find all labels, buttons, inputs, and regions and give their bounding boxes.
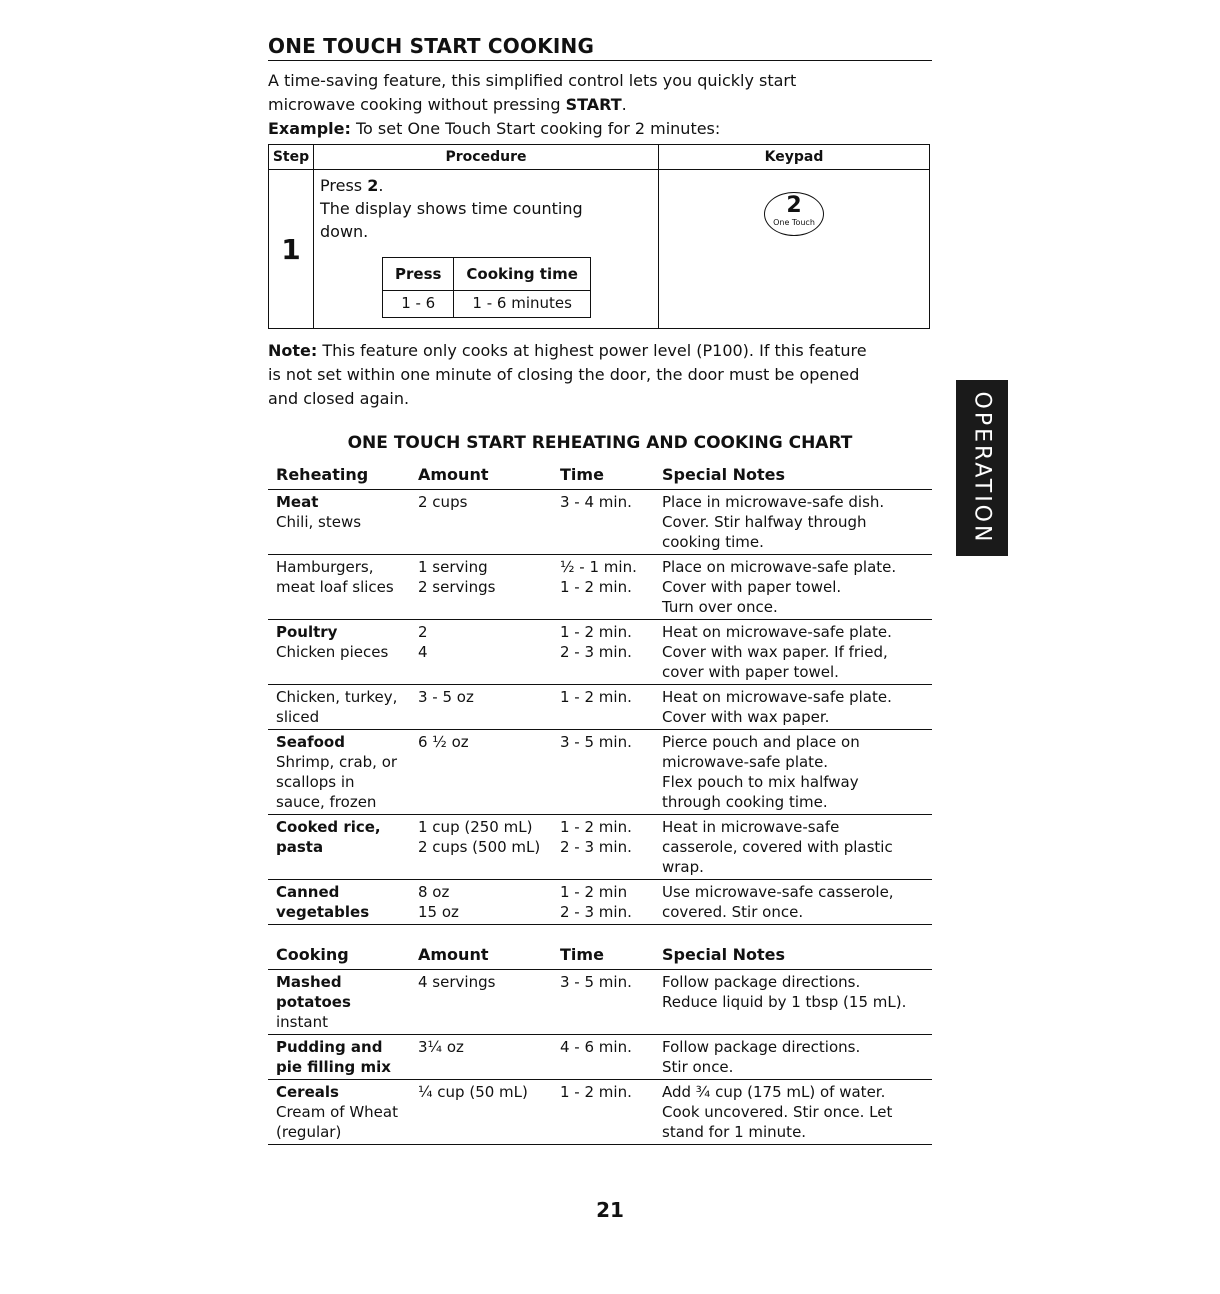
- notes-cell: [662, 555, 932, 620]
- food-item: Cream of Wheat: [276, 1103, 398, 1121]
- time-line: 4 - 6 min.: [560, 1038, 632, 1056]
- notes-line: cover with paper towel.: [662, 663, 839, 681]
- notes-line: Reduce liquid by 1 tbsp (15 mL).: [662, 993, 907, 1011]
- food-category: Meat: [276, 493, 319, 511]
- notes-line: Heat on microwave-safe plate.: [662, 623, 892, 641]
- press-col-header: Press: [383, 258, 454, 291]
- notes-line: Flex pouch to mix halfway: [662, 773, 859, 791]
- food-cell: [268, 815, 418, 880]
- procedure-header: Procedure: [314, 145, 659, 170]
- time-cell: [560, 555, 662, 620]
- amount-cell: [418, 880, 560, 925]
- time-cell: [560, 1035, 662, 1080]
- food-item: sliced: [276, 708, 320, 726]
- time-cell: [560, 815, 662, 880]
- reheating-chart: [268, 461, 932, 1145]
- table-row: [268, 970, 932, 1035]
- proc-press: Press: [320, 176, 368, 195]
- food-category: pasta: [276, 838, 324, 856]
- food-category: Canned: [276, 883, 340, 901]
- time-line: 1 - 2 min.: [560, 578, 632, 596]
- food-item: meat loaf slices: [276, 578, 394, 596]
- time-line: 3 - 4 min.: [560, 493, 632, 511]
- food-item: scallops in: [276, 773, 355, 791]
- intro-line-2: microwave cooking without pressing: [268, 95, 566, 114]
- notes-cell: [662, 685, 932, 730]
- procedure-line-1: [320, 174, 652, 197]
- amount-line: 4: [418, 643, 428, 661]
- note-label: Note:: [268, 341, 318, 360]
- cooking-time-col-header: Cooking time: [454, 258, 591, 291]
- notes-line: Add ¾ cup (175 mL) of water.: [662, 1083, 886, 1101]
- amount-line: 3¼ oz: [418, 1038, 464, 1056]
- notes-line: casserole, covered with plastic: [662, 838, 893, 856]
- proc-press-end: .: [378, 176, 384, 195]
- amount-line: 2: [418, 623, 428, 641]
- amount-line: ¼ cup (50 mL): [418, 1083, 528, 1101]
- food-category: Mashed: [276, 973, 342, 991]
- notes-line: Follow package directions.: [662, 973, 861, 991]
- time-line: 1 - 2 min: [560, 883, 628, 901]
- amount-cell: [418, 1035, 560, 1080]
- food-cell: [268, 970, 418, 1035]
- time-line: 1 - 2 min.: [560, 688, 632, 706]
- time-cell: [560, 490, 662, 555]
- food-item: Chicken pieces: [276, 643, 389, 661]
- table-row: [268, 815, 932, 880]
- procedure-cell: [314, 170, 659, 329]
- notes-cell: [662, 730, 932, 815]
- amount-line: 1 cup (250 mL): [418, 818, 533, 836]
- time-line: 2 - 3 min.: [560, 838, 632, 856]
- page-content: [268, 34, 932, 1145]
- procedure-line-2: The display shows time counting: [320, 199, 583, 218]
- notes-line: covered. Stir once.: [662, 903, 804, 921]
- notes-cell: [662, 1080, 932, 1145]
- step-header: Step: [269, 145, 314, 170]
- key-number: 2: [786, 193, 802, 218]
- time-header: Time: [560, 461, 662, 490]
- intro-end: .: [621, 95, 627, 114]
- notes-line: Cover with wax paper. If fried,: [662, 643, 888, 661]
- food-item: Shrimp, crab, or: [276, 753, 398, 771]
- food-cell: [268, 555, 418, 620]
- amount-line: 6 ½ oz: [418, 733, 469, 751]
- chart-title: ONE TOUCH START REHEATING AND COOKING CHART: [347, 433, 853, 453]
- food-category: potatoes: [276, 993, 351, 1011]
- notes-cell: [662, 815, 932, 880]
- cooking-rows: [268, 970, 932, 1145]
- page-number: 21: [596, 1198, 624, 1222]
- note-line-2: is not set within one minute of closing the door, the door must be opened: [268, 365, 860, 384]
- amount-cell: [418, 555, 560, 620]
- amount-cell: [418, 730, 560, 815]
- time-line: ½ - 1 min.: [560, 558, 637, 576]
- food-category: Seafood: [276, 733, 345, 751]
- amount-line: 1 serving: [418, 558, 488, 576]
- notes-line: Cover. Stir halfway through: [662, 513, 867, 531]
- amount-line: 8 oz: [418, 883, 450, 901]
- section-title: ONE TOUCH START COOKING: [268, 34, 932, 61]
- notes-line: wrap.: [662, 858, 704, 876]
- amount-cell: [418, 685, 560, 730]
- time-cell: [560, 880, 662, 925]
- notes-line: Pierce pouch and place on: [662, 733, 860, 751]
- food-category: pie filling mix: [276, 1058, 391, 1076]
- food-category: Cereals: [276, 1083, 339, 1101]
- food-cell: [268, 490, 418, 555]
- cook-amount-header: Amount: [418, 941, 560, 970]
- food-cell: [268, 620, 418, 685]
- food-item: Hamburgers,: [276, 558, 374, 576]
- note-line-1: This feature only cooks at highest power level (P100). If this feature: [317, 341, 867, 360]
- amount-cell: [418, 970, 560, 1035]
- one-touch-2-key-icon: [764, 192, 824, 236]
- amount-cell: [418, 815, 560, 880]
- press-table: [382, 257, 591, 318]
- amount-cell: [418, 620, 560, 685]
- notes-line: Follow package directions.: [662, 1038, 861, 1056]
- notes-line: Cover with paper towel.: [662, 578, 842, 596]
- food-cell: [268, 730, 418, 815]
- intro-line-1: A time-saving feature, this simplified control lets you quickly start: [268, 71, 797, 90]
- notes-line: Cover with wax paper.: [662, 708, 830, 726]
- special-notes-header: Special Notes: [662, 461, 932, 490]
- food-item: sauce, frozen: [276, 793, 377, 811]
- time-line: 2 - 3 min.: [560, 643, 632, 661]
- reheating-header: Reheating: [268, 461, 418, 490]
- keypad-header: Keypad: [659, 145, 930, 170]
- time-line: 1 - 2 min.: [560, 1083, 632, 1101]
- amount-line: 15 oz: [418, 903, 459, 921]
- food-item: Chicken, turkey,: [276, 688, 398, 706]
- food-cell: [268, 880, 418, 925]
- table-row: [268, 620, 932, 685]
- food-item: (regular): [276, 1123, 342, 1141]
- press-value: 1 - 6: [383, 291, 454, 318]
- amount-line: 2 cups (500 mL): [418, 838, 541, 856]
- food-category: Poultry: [276, 623, 338, 641]
- amount-line: 4 servings: [418, 973, 496, 991]
- cook-time-header: Time: [560, 941, 662, 970]
- food-item: Chili, stews: [276, 513, 362, 531]
- note-line-3: and closed again.: [268, 389, 410, 408]
- amount-header: Amount: [418, 461, 560, 490]
- example-body: To set One Touch Start cooking for 2 minutes:: [350, 119, 721, 138]
- table-row: [268, 490, 932, 555]
- table-row: [268, 555, 932, 620]
- notes-line: Heat on microwave-safe plate.: [662, 688, 892, 706]
- table-row: [268, 685, 932, 730]
- amount-line: 2 servings: [418, 578, 496, 596]
- note-text: [268, 339, 932, 411]
- notes-line: Stir once.: [662, 1058, 734, 1076]
- food-cell: [268, 685, 418, 730]
- time-line: 3 - 5 min.: [560, 973, 632, 991]
- table-row: [268, 730, 932, 815]
- notes-line: cooking time.: [662, 533, 764, 551]
- cooking-time-value: 1 - 6 minutes: [454, 291, 591, 318]
- procedure-line-3: down.: [320, 222, 369, 241]
- step-table: [268, 144, 930, 329]
- example-label: Example:: [268, 119, 351, 138]
- step-number: 1: [269, 170, 314, 329]
- cooking-header: Cooking: [268, 941, 418, 970]
- amount-line: 3 - 5 oz: [418, 688, 474, 706]
- notes-cell: [662, 490, 932, 555]
- table-row: [268, 1080, 932, 1145]
- amount-cell: [418, 490, 560, 555]
- notes-cell: [662, 880, 932, 925]
- table-row: [268, 1035, 932, 1080]
- time-line: 1 - 2 min.: [560, 818, 632, 836]
- operation-side-tab: [956, 380, 1008, 556]
- notes-line: Cook uncovered. Stir once. Let: [662, 1103, 893, 1121]
- food-category: Pudding and: [276, 1038, 383, 1056]
- notes-line: Place on microwave-safe plate.: [662, 558, 897, 576]
- notes-line: stand for 1 minute.: [662, 1123, 807, 1141]
- key-label: One Touch: [773, 218, 815, 227]
- food-cell: [268, 1035, 418, 1080]
- proc-press-key: 2: [367, 176, 379, 195]
- notes-line: microwave-safe plate.: [662, 753, 829, 771]
- example-text: [268, 117, 932, 141]
- reheating-rows: [268, 490, 932, 925]
- notes-cell: [662, 620, 932, 685]
- time-cell: [560, 620, 662, 685]
- time-cell: [560, 970, 662, 1035]
- notes-line: through cooking time.: [662, 793, 828, 811]
- cook-special-notes-header: Special Notes: [662, 941, 932, 970]
- food-cell: [268, 1080, 418, 1145]
- notes-cell: [662, 1035, 932, 1080]
- time-cell: [560, 685, 662, 730]
- start-keyword: START: [565, 95, 622, 114]
- time-cell: [560, 1080, 662, 1145]
- keypad-cell: [659, 170, 930, 329]
- notes-line: Place in microwave-safe dish.: [662, 493, 885, 511]
- time-line: 2 - 3 min.: [560, 903, 632, 921]
- notes-line: Turn over once.: [662, 598, 778, 616]
- food-item: instant: [276, 1013, 328, 1031]
- time-cell: [560, 730, 662, 815]
- time-line: 1 - 2 min.: [560, 623, 632, 641]
- notes-line: Use microwave-safe casserole,: [662, 883, 894, 901]
- amount-cell: [418, 1080, 560, 1145]
- amount-line: 2 cups: [418, 493, 468, 511]
- notes-cell: [662, 970, 932, 1035]
- food-category: Cooked rice,: [276, 818, 381, 836]
- table-row: [268, 880, 932, 925]
- time-line: 3 - 5 min.: [560, 733, 632, 751]
- side-tab-label: OPERATION: [969, 391, 995, 545]
- intro-text: [268, 69, 932, 117]
- food-category: vegetables: [276, 903, 370, 921]
- notes-line: Heat in microwave-safe: [662, 818, 840, 836]
